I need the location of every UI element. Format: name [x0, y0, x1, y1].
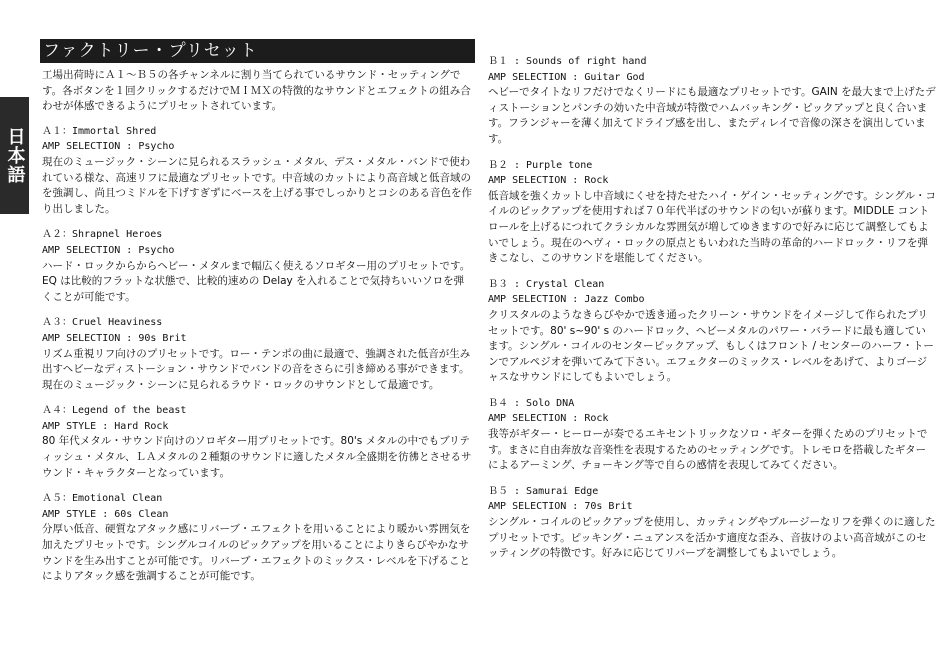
preset-description: 我等がギター・ヒーローが奏でるエキセントリックなソロ・ギターを弾くためのプリセットです。まさに自由奔放な音楽性を表現するためのセッティングです。トレモロを搭載したギターによるアーミング、チョーキング等で自らの感情を表現してみてください。 — [488, 428, 928, 472]
preset-b1 — [488, 54, 936, 148]
preset-name: Ｂ４ : Solo DNA — [488, 397, 575, 409]
preset-b2 — [488, 158, 936, 267]
preset-amp: AMP STYLE : 60s Clean — [42, 508, 169, 520]
preset-amp: AMP SELECTION : 90s Brit — [42, 332, 187, 344]
preset-description: リズム重視リフ向けのプリセットです。ロー・テンポの曲に最適で、強調された低音が生み出すヘビーなディストーション・サウンドでバンドの音をさらに引き締める事ができます。現在のミュージック・シーンに見られるラウド・ロックのサウンドとして最適です。 — [42, 347, 471, 391]
preset-name: Ａ１：Immortal Shred — [42, 125, 157, 137]
preset-a3 — [42, 315, 472, 393]
preset-name: Ａ２：Shrapnel Heroes — [42, 229, 163, 241]
preset-b5 — [488, 484, 936, 562]
preset-amp: AMP SELECTION : Guitar God — [488, 71, 645, 83]
intro-text: 工場出荷時にＡ１～Ｂ５の各チャンネルに割り当てられているサウンド・セッティングです。各ボタンを１回クリックするだけでＭＩＭＸの特徴的なサウンドとエフェクトの組み合わせが体感できるようにプリセットされています。 — [42, 69, 471, 113]
preset-amp: AMP STYLE : Hard Rock — [42, 420, 169, 432]
language-tab — [0, 97, 29, 214]
preset-name: Ｂ２ : Purple tone — [488, 159, 593, 171]
preset-a1 — [42, 124, 472, 218]
language-tab-label: 日本語 — [4, 127, 26, 184]
preset-name: Ｂ３ : Crystal Clean — [488, 278, 605, 290]
preset-name: Ａ４：Legend of the beast — [42, 405, 187, 417]
preset-b3 — [488, 277, 936, 386]
preset-amp: AMP SELECTION : Psycho — [42, 141, 175, 153]
preset-description: クリスタルのようなきらびやかで透き通ったクリーン・サウンドをイメージして作られたプリセットです。80' s~90' s のハードロック、ヘビーメタルのパワー・バラードに最も適しています。シングル・コイルのセンターピックアップ、もしくはフロント / センターのハーフ・トーンでアルペジオを弾いてみて下さい。エフェクターのミックス・レベルをあげて、よりゴージャスなサウンドにしてもよいでしょう。 — [488, 308, 934, 384]
preset-description: 分厚い低音、硬質なアタック感にリバーブ・エフェクトを用いることにより暖かい雰囲気を加えたプリセットです。シングルコイルのピックアップを用いることによりきらびやかなサウンドを生み出すことが可能です。リバーブ・エフェクトのミックス・レベルを下げることによりアタック感を強調することが可能です。 — [42, 523, 471, 583]
preset-amp: AMP SELECTION : Rock — [488, 413, 609, 425]
left-column — [42, 68, 472, 595]
preset-description: ヘビーでタイトなリフだけでなくリードにも最適なプリセットです。GAIN を最大まで上げたディストーションとパンチの効いた中音域が特徴でハムバッキング・ピックアップと良く合います。フランジャーを薄く加えてドライブ感を出し、またディレイで音像の深さを演出しています。 — [488, 86, 936, 145]
preset-name: Ａ３：Cruel Heaviness — [42, 317, 163, 329]
preset-amp: AMP SELECTION : Psycho — [42, 244, 175, 256]
preset-description: 80 年代メタル・サウンド向けのソロギター用プリセットです。80's メタルの中でもブリティッシュ・メタル、ＬＡメタルの２種類のサウンドに適したメタル全盛期を彷彿とさせるサウンド・キャラクターとなっています。 — [42, 435, 472, 479]
preset-name: Ｂ１ : Sounds of right hand — [488, 56, 647, 67]
preset-amp: AMP SELECTION : Rock — [488, 175, 609, 187]
preset-name: Ｂ５ : Samurai Edge — [488, 485, 599, 497]
preset-b4 — [488, 396, 936, 474]
preset-description: ハード・ロックからからヘビー・メタルまで幅広く使えるソロギター用のプリセットです。EQ は比較的フラットな状態で、比較的速めの Delay を入れることで気持ちいいソロを弾くことが可能です。 — [42, 259, 471, 303]
preset-amp: AMP SELECTION : 70s Brit — [488, 501, 633, 513]
preset-a2 — [42, 227, 472, 305]
preset-a4 — [42, 403, 472, 481]
preset-name: Ａ５：Emotional Clean — [42, 493, 163, 505]
preset-a5 — [42, 491, 472, 585]
preset-description: シングル・コイルのピックアップを使用し、カッティングやブルージーなリフを弾くのに適したプリセットです。ピッキング・ニュアンスを活かす適度な歪み、音抜けのよい高音域がこのセッティングの特徴です。好みに応じてリバーブを調整してもよいでしょう。 — [488, 516, 936, 560]
right-column — [488, 54, 936, 572]
preset-amp: AMP SELECTION : Jazz Combo — [488, 294, 645, 306]
section-title: ファクトリー・プリセット — [40, 39, 475, 63]
preset-description: 現在のミュージック・シーンに見られるスラッシュ・メタル、デス・メタル・バンドで使われている様な、高速リフに最適なプリセットです。中音域のカットにより高音域と低音域のを強調し、尚且つミドルを下げすぎずにベースを上げる事でしっかりとコシのある音色を作り出しました。 — [42, 155, 472, 215]
preset-description: 低音域を強くカットし中音域にくせを持たせたハイ・ゲイン・セッティングです。シングル・コイルのピックアップを使用すれば７０年代半ばのサウンドの匂いが蘇ります。MIDDLE コントロールを上げるにつれてクラシカルな雰囲気が増してゆきますので好みに応じて調整してもよいでしょう。現在のヘヴィ・ロックの原点ともいわれた当時の革命的ハードロック・リフを弾きこなし、このサウンドを堪能してください。 — [488, 189, 936, 265]
